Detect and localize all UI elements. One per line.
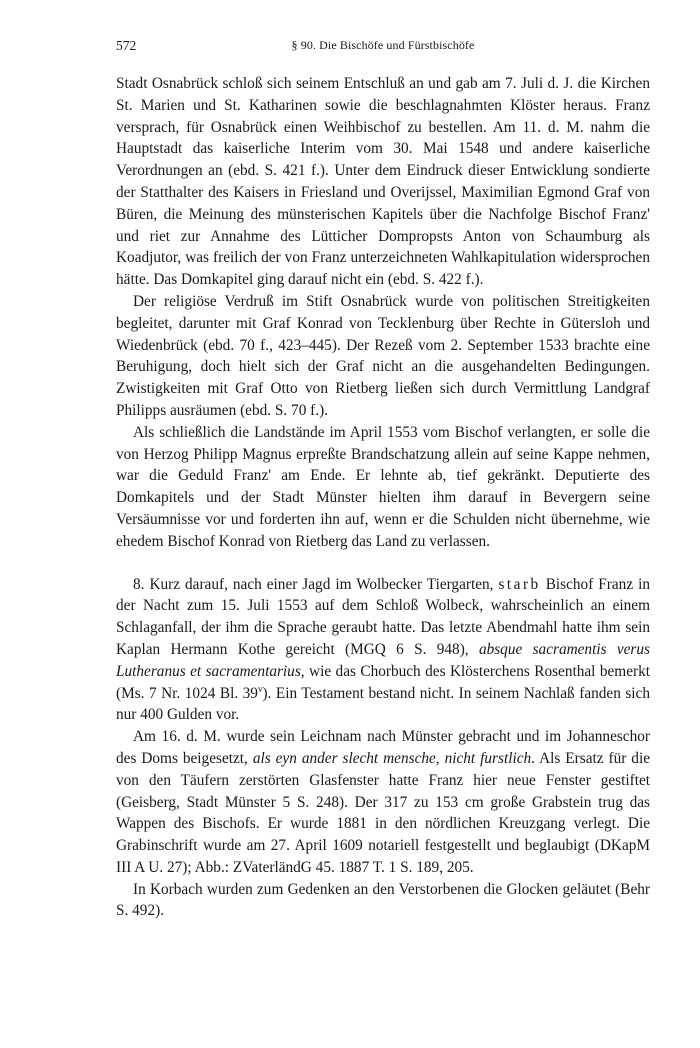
paragraph-2: Der religiöse Verdruß im Stift Osnabrück wurde von politischen Streitigkeiten begleitet, darunter mit Graf Konrad von Tecklenburg über Rechte in Gütersloh und Wiedenbrück (ebd. 70 f., 423–445). Der Rezeß vom 2. September 1533 brachte eine Beruhigung, doch hielt sich der Graf nicht an die ausgehandelten Bedingungen. Zwistigkeiten mit Graf Otto von Rietberg ließen sich durch Vermittlung Landgraf Philipps ausräumen (ebd. S. 70 f.). [116,292,650,419]
paragraph-5 [116,726,650,879]
running-head: § 90. Die Bischöfe und Fürstbischöfe [291,38,475,52]
text-run: Bischof Franz in der Nacht zum 15. Juli 1553 auf dem Schloß Wolbeck, wahrscheinlich an einem Schlaganfall, der ihm die Sprache geraubt hatte. Das letzte Abendmahl hatte ihm sein Kaplan Hermann Kothe gereicht (MGQ 6 S. 948), [116,575,650,658]
text-run: ). Ein Testament bestand nicht. In seinem Nachlaß fanden sich nur 400 Gulden vor. [116,684,650,724]
spaced-word: starb [498,575,541,593]
section-8-paragraph [116,574,650,727]
page-number: 572 [116,38,137,53]
quote-italic: als eyn ander slecht mensche, nicht furstlich [252,749,532,767]
text-run: , wie das Chorbuch des Klösterchens Rosenthal bemerkt (Ms. 7 Nr. 1024 Bl. 39 [116,662,650,702]
paragraph-1: Stadt Osnabrück schloß sich seinem Entschluß an und gab am 7. Juli d. J. die Kirchen St. Marien und St. Katharinen sowie die beschlagnahmten Klöster heraus. Franz versprach, für Osnabrück einen Weihbischof zu bestellen. Am 11. d. M. nahm die Hauptstadt das kaiserliche Interim vom 30. Mai 1548 und andere kaiserliche Verordnungen an (ebd. S. 421 f.). Unter dem Eindruck dieser Entwicklung sondierte der Statthalter des Kaisers in Friesland und Overijssel, Maximilian Egmond Graf von Büren, die Meinung des münsterischen Kapitels über die Nachfolge Bischof Franz' und riet zur Annahme des Lütticher Dompropsts Anton von Schaumburg als Koadjutor, was freilich der von Franz unterzeichneten Wahlkapitulation widersprochen hätte. Das Domkapitel ging darauf nicht ein (ebd. S. 422 f.). [116,75,650,289]
page-header [116,38,650,58]
paragraph-3: Als schließlich die Landstände im April 1553 vom Bischof verlangten, er solle die von Herzog Philipp Magnus erpreßte Brandschatzung allein auf seine Kappe nehmen, war die Geduld Franz' am Ende. Er lehnte ab, tief gekränkt. Deputierte des Domkapitels und der Stadt Münster hielten ihm darauf in Bevergern seine Versäumnisse vor und forderten ihn auf, wenn er die Schulden nicht übernehme, wie ehedem Bischof Konrad von Rietberg das Land zu verlassen. [116,423,650,550]
paragraph-6: In Korbach wurden zum Gedenken an den Verstorbenen die Glocken geläutet (Behr S. 492). [116,880,650,920]
text-run: Am 16. d. M. wurde sein Leichnam nach Münster gebracht und im Johanneschor des Doms beigesetzt, [116,728,650,767]
latin-quote: absque sacramentis verus Lutheranus et sacramentarius [116,640,650,680]
body-text [116,73,650,922]
text-run: 8. Kurz darauf, nach einer Jagd im Wolbecker Tiergarten, [133,575,499,593]
text-run: . Als Ersatz für die von den Täufern zerstörten Glasfenster hatte Franz hier neue Fenster gestiftet (Geisberg, Stadt Münster 5 S. 248). Der 317 zu 153 cm große Grabstein trug das Wappen des Bischofs. Er wurde 1881 in den nördlichen Kreuzgang verlegt. Die Grabinschrift wurde am 27. April 1609 notariell festgestellt und beglaubigt (DKapM III A U. 27); Abb.: ZVaterländG 45. 1887 T. 1 S. 189, 205. [116,749,650,876]
superscript: v [257,683,263,694]
